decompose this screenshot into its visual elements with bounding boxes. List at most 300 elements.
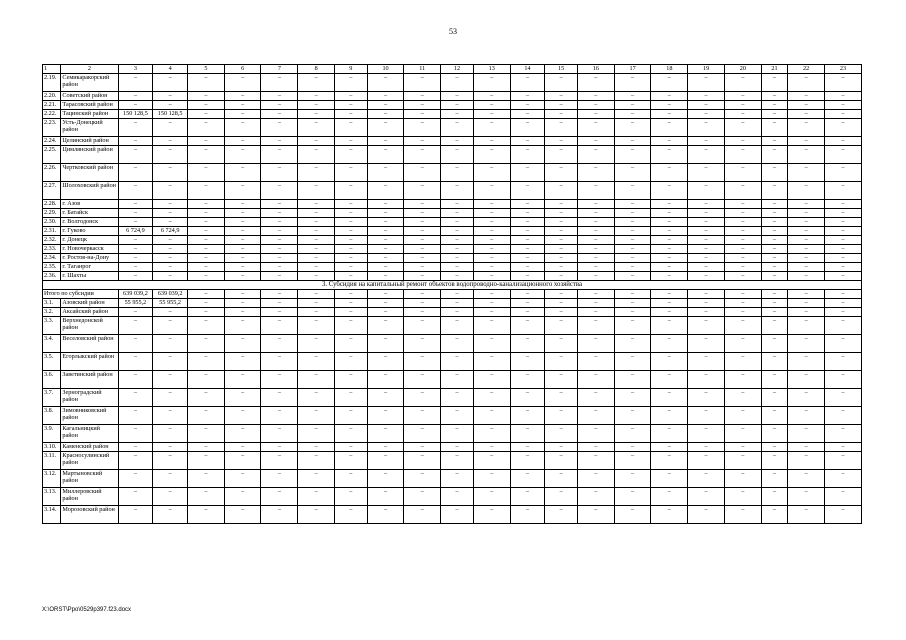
dash-cell: – bbox=[761, 317, 788, 335]
dash-cell: – bbox=[577, 236, 614, 245]
dash-cell: – bbox=[761, 470, 788, 488]
table-row bbox=[43, 200, 862, 209]
dash-cell: – bbox=[261, 425, 298, 443]
value-col-4: – bbox=[153, 236, 188, 245]
dash-cell: – bbox=[510, 407, 545, 425]
row-number: 3.8. bbox=[43, 407, 61, 425]
table-body bbox=[43, 65, 862, 524]
dash-cell: – bbox=[187, 101, 224, 110]
dash-cell: – bbox=[688, 101, 725, 110]
dash-cell: – bbox=[614, 308, 651, 317]
dash-cell: – bbox=[298, 443, 335, 452]
row-name: Егорлыкский район bbox=[61, 353, 118, 371]
dash-cell: – bbox=[187, 74, 224, 92]
dash-cell: – bbox=[577, 119, 614, 137]
dash-cell: – bbox=[510, 218, 545, 227]
value-col-4: 6 724,9 bbox=[153, 227, 188, 236]
dash-cell: – bbox=[261, 182, 298, 200]
dash-cell: – bbox=[334, 74, 367, 92]
dash-cell: – bbox=[187, 227, 224, 236]
value-col-4: – bbox=[153, 470, 188, 488]
dash-cell: – bbox=[510, 389, 545, 407]
dash-cell: – bbox=[510, 290, 545, 299]
dash-cell: – bbox=[788, 254, 825, 263]
dash-cell: – bbox=[404, 245, 441, 254]
dash-cell: – bbox=[261, 74, 298, 92]
dash-cell: – bbox=[261, 119, 298, 137]
dash-cell: – bbox=[298, 452, 335, 470]
dash-cell: – bbox=[510, 137, 545, 146]
dash-cell: – bbox=[473, 200, 510, 209]
column-number: 5 bbox=[187, 65, 224, 74]
dash-cell: – bbox=[577, 308, 614, 317]
dash-cell: – bbox=[651, 263, 688, 272]
dash-cell: – bbox=[761, 263, 788, 272]
dash-cell: – bbox=[404, 236, 441, 245]
dash-cell: – bbox=[334, 452, 367, 470]
table-row bbox=[43, 254, 862, 263]
dash-cell: – bbox=[577, 218, 614, 227]
dash-cell: – bbox=[441, 119, 474, 137]
dash-cell: – bbox=[577, 245, 614, 254]
dash-cell: – bbox=[261, 245, 298, 254]
dash-cell: – bbox=[545, 74, 578, 92]
dash-cell: – bbox=[224, 290, 261, 299]
dash-cell: – bbox=[334, 470, 367, 488]
dash-cell: – bbox=[577, 425, 614, 443]
dash-cell: – bbox=[224, 371, 261, 389]
dash-cell: – bbox=[724, 119, 761, 137]
dash-cell: – bbox=[688, 308, 725, 317]
dash-cell: – bbox=[510, 425, 545, 443]
dash-cell: – bbox=[688, 470, 725, 488]
dash-cell: – bbox=[298, 470, 335, 488]
dash-cell: – bbox=[473, 227, 510, 236]
dash-cell: – bbox=[545, 137, 578, 146]
dash-cell: – bbox=[473, 389, 510, 407]
dash-cell: – bbox=[510, 101, 545, 110]
dash-cell: – bbox=[441, 101, 474, 110]
dash-cell: – bbox=[825, 146, 862, 164]
dash-cell: – bbox=[473, 308, 510, 317]
dash-cell: – bbox=[651, 299, 688, 308]
row-number: 2.31. bbox=[43, 227, 61, 236]
dash-cell: – bbox=[788, 74, 825, 92]
table-row bbox=[43, 236, 862, 245]
value-col-3: – bbox=[118, 182, 153, 200]
dash-cell: – bbox=[510, 119, 545, 137]
dash-cell: – bbox=[441, 209, 474, 218]
dash-cell: – bbox=[510, 488, 545, 506]
dash-cell: – bbox=[367, 182, 404, 200]
dash-cell: – bbox=[577, 110, 614, 119]
dash-cell: – bbox=[441, 353, 474, 371]
dash-cell: – bbox=[334, 353, 367, 371]
dash-cell: – bbox=[404, 317, 441, 335]
dash-cell: – bbox=[473, 182, 510, 200]
dash-cell: – bbox=[724, 137, 761, 146]
dash-cell: – bbox=[441, 506, 474, 524]
dash-cell: – bbox=[825, 182, 862, 200]
dash-cell: – bbox=[724, 200, 761, 209]
dash-cell: – bbox=[688, 353, 725, 371]
dash-cell: – bbox=[187, 137, 224, 146]
value-col-4: 150 128,5 bbox=[153, 110, 188, 119]
dash-cell: – bbox=[651, 470, 688, 488]
dash-cell: – bbox=[473, 92, 510, 101]
value-col-4: – bbox=[153, 137, 188, 146]
dash-cell: – bbox=[298, 227, 335, 236]
value-col-3: – bbox=[118, 218, 153, 227]
dash-cell: – bbox=[545, 164, 578, 182]
column-number: 4 bbox=[153, 65, 188, 74]
dash-cell: – bbox=[224, 407, 261, 425]
dash-cell: – bbox=[577, 335, 614, 353]
dash-cell: – bbox=[614, 146, 651, 164]
dash-cell: – bbox=[761, 299, 788, 308]
dash-cell: – bbox=[510, 335, 545, 353]
value-col-3: – bbox=[118, 74, 153, 92]
dash-cell: – bbox=[404, 335, 441, 353]
dash-cell: – bbox=[404, 200, 441, 209]
dash-cell: – bbox=[614, 92, 651, 101]
value-col-4: – bbox=[153, 407, 188, 425]
dash-cell: – bbox=[614, 137, 651, 146]
value-col-3: – bbox=[118, 92, 153, 101]
dash-cell: – bbox=[688, 272, 725, 281]
dash-cell: – bbox=[651, 209, 688, 218]
dash-cell: – bbox=[651, 488, 688, 506]
dash-cell: – bbox=[473, 290, 510, 299]
value-col-4: – bbox=[153, 245, 188, 254]
dash-cell: – bbox=[367, 218, 404, 227]
value-col-4: – bbox=[153, 425, 188, 443]
dash-cell: – bbox=[510, 146, 545, 164]
dash-cell: – bbox=[261, 290, 298, 299]
dash-cell: – bbox=[614, 488, 651, 506]
row-number: 3.11. bbox=[43, 452, 61, 470]
dash-cell: – bbox=[614, 245, 651, 254]
dash-cell: – bbox=[825, 353, 862, 371]
dash-cell: – bbox=[334, 164, 367, 182]
dash-cell: – bbox=[261, 164, 298, 182]
dash-cell: – bbox=[298, 101, 335, 110]
dash-cell: – bbox=[825, 389, 862, 407]
dash-cell: – bbox=[441, 488, 474, 506]
dash-cell: – bbox=[367, 371, 404, 389]
dash-cell: – bbox=[545, 182, 578, 200]
value-col-3: – bbox=[118, 353, 153, 371]
dash-cell: – bbox=[298, 74, 335, 92]
table-row bbox=[43, 209, 862, 218]
dash-cell: – bbox=[724, 110, 761, 119]
row-number: 3.14. bbox=[43, 506, 61, 524]
dash-cell: – bbox=[651, 335, 688, 353]
dash-cell: – bbox=[404, 488, 441, 506]
dash-cell: – bbox=[510, 74, 545, 92]
header-row bbox=[43, 65, 862, 74]
dash-cell: – bbox=[788, 110, 825, 119]
dash-cell: – bbox=[688, 506, 725, 524]
dash-cell: – bbox=[761, 488, 788, 506]
dash-cell: – bbox=[298, 119, 335, 137]
dash-cell: – bbox=[473, 218, 510, 227]
dash-cell: – bbox=[367, 92, 404, 101]
row-number: 2.30. bbox=[43, 218, 61, 227]
dash-cell: – bbox=[298, 389, 335, 407]
dash-cell: – bbox=[577, 488, 614, 506]
dash-cell: – bbox=[614, 182, 651, 200]
dash-cell: – bbox=[761, 110, 788, 119]
dash-cell: – bbox=[724, 164, 761, 182]
dash-cell: – bbox=[545, 263, 578, 272]
dash-cell: – bbox=[404, 371, 441, 389]
dash-cell: – bbox=[688, 317, 725, 335]
dash-cell: – bbox=[334, 245, 367, 254]
dash-cell: – bbox=[651, 443, 688, 452]
dash-cell: – bbox=[545, 254, 578, 263]
value-col-3: – bbox=[118, 488, 153, 506]
value-col-3: – bbox=[118, 254, 153, 263]
table-row bbox=[43, 110, 862, 119]
row-name: Целинский район bbox=[61, 137, 118, 146]
dash-cell: – bbox=[367, 425, 404, 443]
dash-cell: – bbox=[614, 227, 651, 236]
dash-cell: – bbox=[577, 353, 614, 371]
row-number: 3.4. bbox=[43, 335, 61, 353]
dash-cell: – bbox=[651, 119, 688, 137]
dash-cell: – bbox=[187, 470, 224, 488]
dash-cell: – bbox=[367, 389, 404, 407]
table-row bbox=[43, 146, 862, 164]
dash-cell: – bbox=[614, 263, 651, 272]
dash-cell: – bbox=[761, 182, 788, 200]
value-col-4: – bbox=[153, 335, 188, 353]
dash-cell: – bbox=[545, 245, 578, 254]
dash-cell: – bbox=[298, 92, 335, 101]
dash-cell: – bbox=[187, 164, 224, 182]
value-col-4: 55 955,2 bbox=[153, 299, 188, 308]
row-number: 3.10. bbox=[43, 443, 61, 452]
row-number: 3.12. bbox=[43, 470, 61, 488]
dash-cell: – bbox=[788, 137, 825, 146]
table-row bbox=[43, 182, 862, 200]
value-col-4: – bbox=[153, 146, 188, 164]
dash-cell: – bbox=[761, 506, 788, 524]
dash-cell: – bbox=[404, 254, 441, 263]
budget-table bbox=[42, 64, 862, 524]
dash-cell: – bbox=[788, 182, 825, 200]
dash-cell: – bbox=[761, 209, 788, 218]
dash-cell: – bbox=[473, 245, 510, 254]
column-number: 19 bbox=[688, 65, 725, 74]
dash-cell: – bbox=[688, 452, 725, 470]
dash-cell: – bbox=[724, 74, 761, 92]
dash-cell: – bbox=[187, 263, 224, 272]
dash-cell: – bbox=[545, 272, 578, 281]
dash-cell: – bbox=[510, 209, 545, 218]
dash-cell: – bbox=[441, 146, 474, 164]
row-name: Верхнедонской район bbox=[61, 317, 118, 335]
dash-cell: – bbox=[788, 218, 825, 227]
dash-cell: – bbox=[298, 245, 335, 254]
dash-cell: – bbox=[788, 200, 825, 209]
table-row bbox=[43, 74, 862, 92]
dash-cell: – bbox=[761, 164, 788, 182]
value-col-4: – bbox=[153, 182, 188, 200]
value-col-3: – bbox=[118, 407, 153, 425]
column-number: 6 bbox=[224, 65, 261, 74]
dash-cell: – bbox=[614, 407, 651, 425]
column-number: 13 bbox=[473, 65, 510, 74]
dash-cell: – bbox=[298, 308, 335, 317]
column-number: 20 bbox=[724, 65, 761, 74]
dash-cell: – bbox=[404, 164, 441, 182]
dash-cell: – bbox=[688, 425, 725, 443]
dash-cell: – bbox=[473, 74, 510, 92]
table-row bbox=[43, 470, 862, 488]
dash-cell: – bbox=[187, 254, 224, 263]
dash-cell: – bbox=[298, 110, 335, 119]
dash-cell: – bbox=[261, 263, 298, 272]
row-name: Советский район bbox=[61, 92, 118, 101]
dash-cell: – bbox=[334, 146, 367, 164]
value-col-3: – bbox=[118, 137, 153, 146]
page-number: 53 bbox=[449, 27, 457, 36]
value-col-3: – bbox=[118, 308, 153, 317]
dash-cell: – bbox=[761, 389, 788, 407]
dash-cell: – bbox=[724, 353, 761, 371]
dash-cell: – bbox=[788, 353, 825, 371]
dash-cell: – bbox=[334, 425, 367, 443]
dash-cell: – bbox=[367, 272, 404, 281]
dash-cell: – bbox=[187, 335, 224, 353]
dash-cell: – bbox=[367, 506, 404, 524]
dash-cell: – bbox=[724, 92, 761, 101]
dash-cell: – bbox=[761, 119, 788, 137]
dash-cell: – bbox=[688, 119, 725, 137]
column-number: 12 bbox=[441, 65, 474, 74]
row-name: Мартыновский район bbox=[61, 470, 118, 488]
dash-cell: – bbox=[761, 218, 788, 227]
dash-cell: – bbox=[187, 443, 224, 452]
dash-cell: – bbox=[577, 137, 614, 146]
dash-cell: – bbox=[224, 182, 261, 200]
table-row bbox=[43, 101, 862, 110]
dash-cell: – bbox=[545, 110, 578, 119]
dash-cell: – bbox=[788, 389, 825, 407]
table-row bbox=[43, 308, 862, 317]
dash-cell: – bbox=[334, 92, 367, 101]
dash-cell: – bbox=[688, 74, 725, 92]
dash-cell: – bbox=[473, 488, 510, 506]
dash-cell: – bbox=[404, 389, 441, 407]
dash-cell: – bbox=[761, 272, 788, 281]
dash-cell: – bbox=[688, 488, 725, 506]
dash-cell: – bbox=[441, 218, 474, 227]
dash-cell: – bbox=[614, 371, 651, 389]
dash-cell: – bbox=[825, 488, 862, 506]
dash-cell: – bbox=[614, 470, 651, 488]
dash-cell: – bbox=[441, 137, 474, 146]
dash-cell: – bbox=[688, 371, 725, 389]
dash-cell: – bbox=[724, 335, 761, 353]
dash-cell: – bbox=[224, 74, 261, 92]
dash-cell: – bbox=[224, 317, 261, 335]
dash-cell: – bbox=[651, 110, 688, 119]
dash-cell: – bbox=[404, 137, 441, 146]
dash-cell: – bbox=[825, 290, 862, 299]
dash-cell: – bbox=[404, 452, 441, 470]
row-number: 3.9. bbox=[43, 425, 61, 443]
dash-cell: – bbox=[651, 92, 688, 101]
table-row bbox=[43, 299, 862, 308]
dash-cell: – bbox=[724, 308, 761, 317]
dash-cell: – bbox=[367, 200, 404, 209]
table-row bbox=[43, 218, 862, 227]
dash-cell: – bbox=[334, 389, 367, 407]
dash-cell: – bbox=[510, 299, 545, 308]
table-row bbox=[43, 407, 862, 425]
dash-cell: – bbox=[724, 272, 761, 281]
dash-cell: – bbox=[334, 110, 367, 119]
dash-cell: – bbox=[334, 407, 367, 425]
dash-cell: – bbox=[298, 209, 335, 218]
value-col-3: 150 128,5 bbox=[118, 110, 153, 119]
dash-cell: – bbox=[545, 92, 578, 101]
dash-cell: – bbox=[761, 443, 788, 452]
dash-cell: – bbox=[404, 308, 441, 317]
dash-cell: – bbox=[367, 308, 404, 317]
dash-cell: – bbox=[224, 488, 261, 506]
dash-cell: – bbox=[510, 200, 545, 209]
value-col-3: – bbox=[118, 470, 153, 488]
dash-cell: – bbox=[473, 470, 510, 488]
value-col-3: – bbox=[118, 200, 153, 209]
dash-cell: – bbox=[651, 227, 688, 236]
column-number: 17 bbox=[614, 65, 651, 74]
dash-cell: – bbox=[404, 182, 441, 200]
dash-cell: – bbox=[651, 506, 688, 524]
row-name: Цимлянский район bbox=[61, 146, 118, 164]
value-col-4: – bbox=[153, 452, 188, 470]
dash-cell: – bbox=[441, 245, 474, 254]
dash-cell: – bbox=[367, 245, 404, 254]
dash-cell: – bbox=[334, 263, 367, 272]
dash-cell: – bbox=[761, 245, 788, 254]
dash-cell: – bbox=[404, 353, 441, 371]
row-number: 3.7. bbox=[43, 389, 61, 407]
dash-cell: – bbox=[298, 425, 335, 443]
dash-cell: – bbox=[761, 308, 788, 317]
row-number: 2.33. bbox=[43, 245, 61, 254]
dash-cell: – bbox=[788, 290, 825, 299]
dash-cell: – bbox=[224, 506, 261, 524]
dash-cell: – bbox=[614, 164, 651, 182]
value-col-3: 6 724,9 bbox=[118, 227, 153, 236]
dash-cell: – bbox=[788, 425, 825, 443]
dash-cell: – bbox=[298, 182, 335, 200]
total-col-3: 639 039,2 bbox=[118, 290, 153, 299]
dash-cell: – bbox=[761, 452, 788, 470]
dash-cell: – bbox=[224, 137, 261, 146]
value-col-3: – bbox=[118, 101, 153, 110]
table-row bbox=[43, 506, 862, 524]
dash-cell: – bbox=[187, 371, 224, 389]
table-row bbox=[43, 245, 862, 254]
dash-cell: – bbox=[334, 290, 367, 299]
dash-cell: – bbox=[224, 443, 261, 452]
